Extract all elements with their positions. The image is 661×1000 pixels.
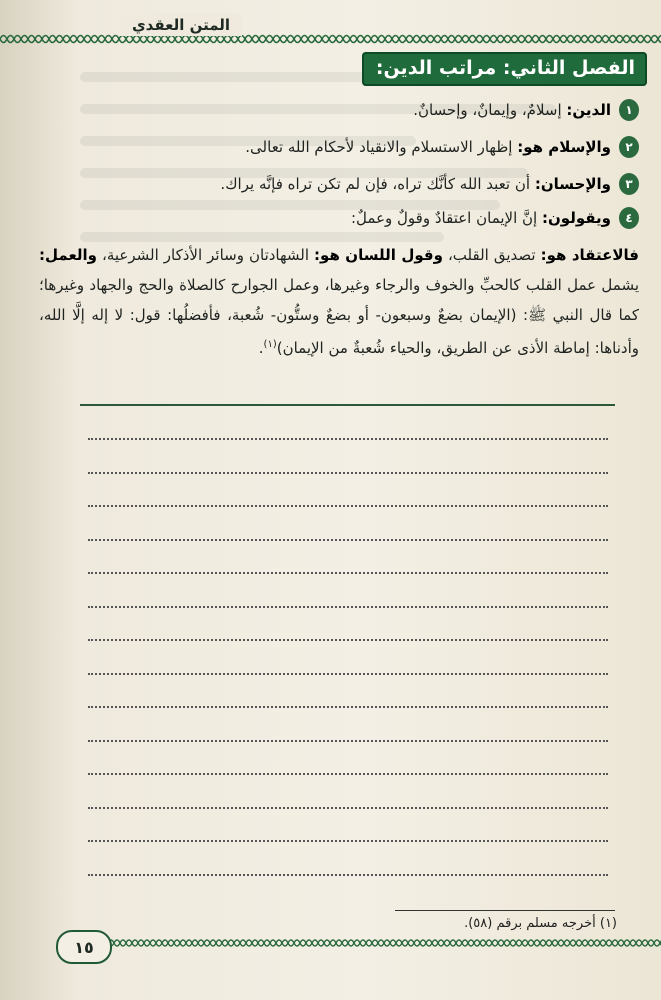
writing-line xyxy=(88,706,608,708)
list-item xyxy=(39,204,639,232)
writing-line xyxy=(88,740,608,742)
writing-line xyxy=(88,606,608,608)
item-text: إنَّ الإيمان اعتقادٌ وقولٌ وعملٌ: xyxy=(350,209,542,227)
writing-line xyxy=(88,539,608,541)
footnote-ref: (١) xyxy=(263,339,277,350)
writing-line xyxy=(88,505,608,507)
decorative-top-border xyxy=(0,30,661,48)
para-end: . xyxy=(258,339,264,357)
item-text: إسلامٌ، وإيمانٌ، وإحسانٌ. xyxy=(413,101,567,119)
writing-line xyxy=(88,807,608,809)
decorative-bottom-border xyxy=(90,936,661,950)
para-term-action: والعمل: xyxy=(39,246,98,264)
item-term: الدين: xyxy=(566,101,611,119)
item-number-badge: ٢ xyxy=(619,136,639,158)
writing-line xyxy=(88,438,608,440)
item-term: ويقولون: xyxy=(542,209,611,227)
list-item xyxy=(39,170,639,198)
section-divider xyxy=(80,404,615,406)
item-number-badge: ٣ xyxy=(619,173,639,195)
item-term: والإحسان: xyxy=(534,175,611,193)
item-term: والإسلام هو: xyxy=(517,138,611,156)
para-term-belief: فالاعتقاد هو: xyxy=(540,246,639,264)
para-text: يشمل عمل القلب كالحبِّ والخوف والرجاء وغيرها، وعمل الجوارح كالصلاة والحج والجهاد وغيرها؛ كما قال النبي ﷺ: (الإيمان بضعٌ وسبعون- أو بضعٌ وستُّون- شُعبة، فأفضلُها: قول: لا إله إلَّا الله، وأدناها: إماطة الأذى عن الطريق، والحياء شُعبةٌ من الإيمان) xyxy=(39,276,639,357)
para-text: الشهادتان وسائر الأذكار الشرعية، xyxy=(97,246,315,264)
book-title: المتن العقدي xyxy=(120,14,242,36)
footnote: (١) أخرجه مسلم برقم (٥٨). xyxy=(464,916,617,931)
list-item xyxy=(39,96,639,124)
writing-lines xyxy=(88,438,608,907)
list-item xyxy=(39,133,639,161)
item-text: إظهار الاستسلام والانقياد لأحكام الله تعالى. xyxy=(245,138,518,156)
writing-line xyxy=(88,639,608,641)
writing-line xyxy=(88,673,608,675)
chapter-title: الفصل الثاني: مراتب الدين: xyxy=(362,52,647,86)
items-list xyxy=(39,96,639,232)
item-number-badge: ٤ xyxy=(619,207,639,229)
writing-line xyxy=(88,840,608,842)
writing-line xyxy=(88,874,608,876)
writing-line xyxy=(88,773,608,775)
item-text: أن تعبد الله كأنَّك تراه، فإن لم تكن تراه فإنَّه يراك. xyxy=(220,175,535,193)
para-text: تصديق القلب، xyxy=(442,246,541,264)
page-number: ١٥ xyxy=(56,930,112,964)
writing-line xyxy=(88,472,608,474)
item-number-badge: ١ xyxy=(619,99,639,121)
footnote-rule xyxy=(395,910,615,911)
para-term-speech: وقول اللسان هو: xyxy=(314,246,443,264)
writing-line xyxy=(88,572,608,574)
body-paragraph xyxy=(39,240,639,363)
